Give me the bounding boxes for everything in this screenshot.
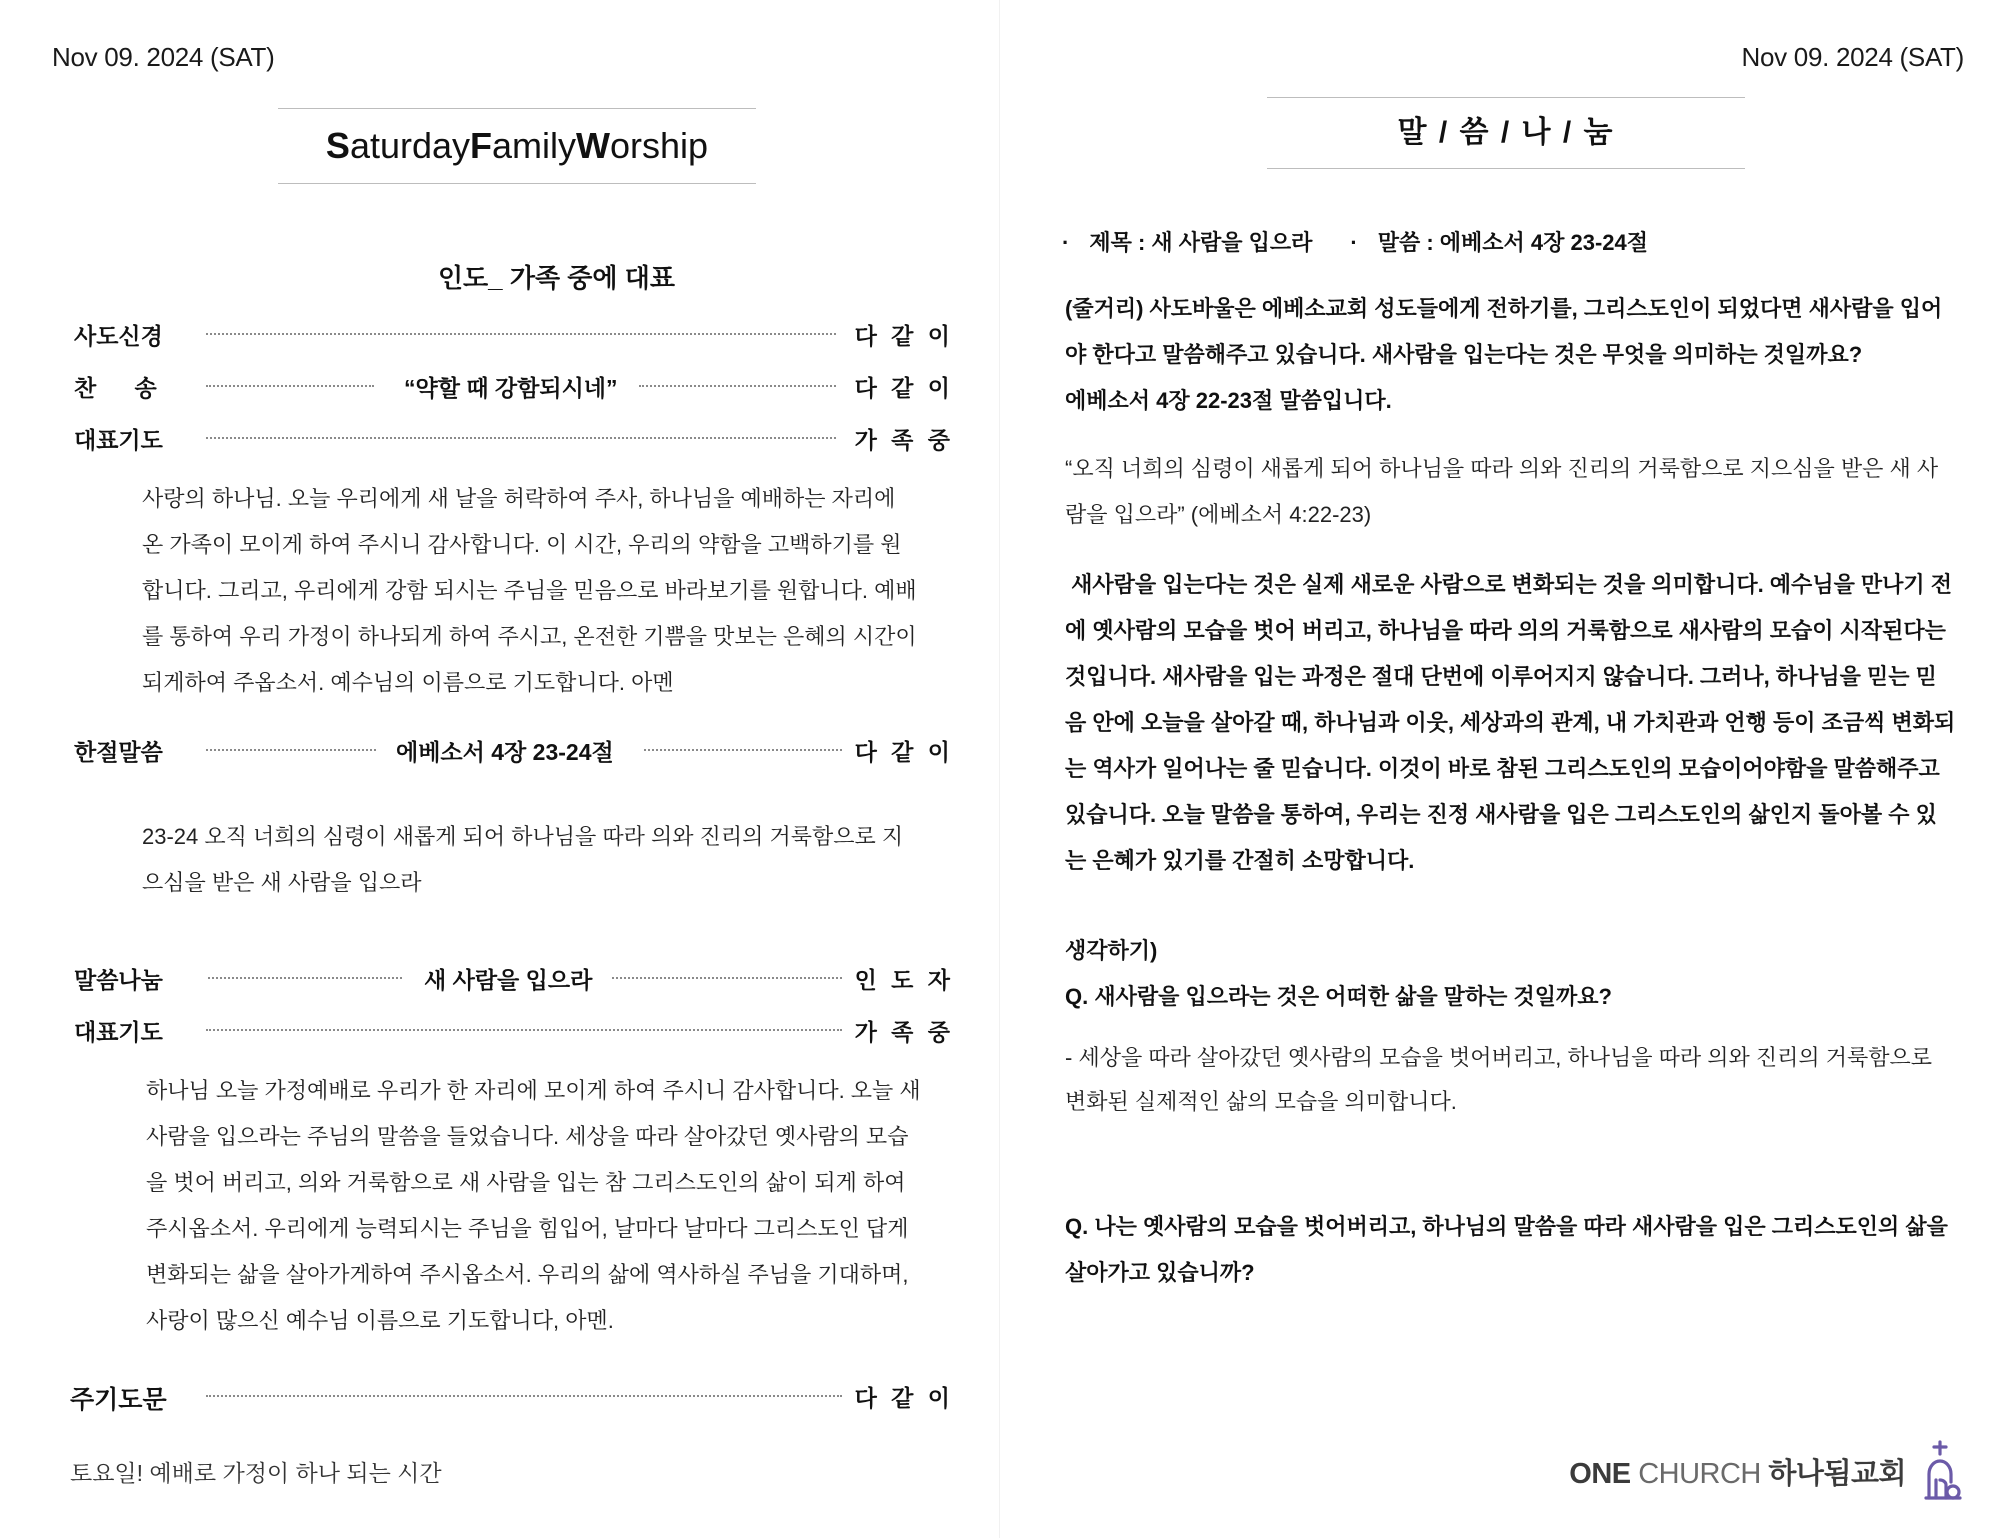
church-logo-text: ONE CHURCH 하나됨교회 — [1569, 1457, 1906, 1490]
sermon-scripture: 말씀 : 에베소서 4장 23-24절 — [1377, 230, 1648, 255]
answer-1: - 세상을 따라 살아갔던 옛사람의 모습을 벗어버리고, 하나님을 따라 의와 진리의 거룩함으로 변화된 실제적인 삶의 모습을 의미합니다. — [1065, 1045, 1933, 1114]
left-date: Nov 09. 2024 (SAT) — [52, 42, 275, 72]
sermon-info — [1062, 226, 1648, 257]
dot-leader — [208, 977, 402, 979]
verse-reference: 에베소서 4장 23-24절 — [396, 739, 614, 765]
dot-leader — [206, 333, 836, 335]
row-creed — [74, 318, 954, 354]
row-prayer1 — [74, 422, 954, 458]
dot-leader — [206, 1395, 842, 1397]
row-prayer2 — [74, 1014, 954, 1050]
scripture-quote: “오직 너희의 심령이 새롭게 되어 하나님을 따라 의와 진리의 거룩함으로 지으심을 받은 새 사람을 입으라” (에베소서 4:22-23) — [1065, 456, 1939, 527]
worship-title — [278, 108, 756, 184]
dot-leader — [644, 749, 842, 751]
dot-leader — [206, 1029, 842, 1031]
row-label: 한절말씀 — [74, 739, 163, 765]
dot-leader — [206, 437, 836, 439]
summary-line: (줄거리) 사도바울은 에베소교회 성도들에게 전하기를, 그리스도인이 되었다면 새사람을 입어야 한다고 말씀해주고 있습니다. 새사람을 입는다는 것은 무엇을 의미하는 것일까요? — [1065, 296, 1943, 367]
bullet: · — [1062, 230, 1070, 255]
row-value: 다 같 이 — [854, 323, 954, 349]
sermon-title: 새 사람을 입으라 — [424, 967, 593, 993]
row-value: 다 같 이 — [854, 739, 954, 765]
question-2: Q. 나는 옛사람의 모습을 벗어버리고, 하나님의 말씀을 따라 새사람을 입은 그리스도인의 삶을 살아가고 있습니까? — [1065, 1214, 1948, 1285]
row-value: 인 도 자 — [854, 967, 954, 993]
summary-reference: 에베소서 4장 22-23절 말씀입니다. — [1065, 388, 1392, 413]
closing-prayer-text: 하나님 오늘 가정예배로 우리가 한 자리에 모이게 하여 주시니 감사합니다. 오늘 새 사람을 입으라는 주님의 말씀을 들었습니다. 세상을 따라 살아갔던 옛사람의 모습을 벗어 버리고, 의와 거룩함으로 새 사람을 입는 참 그리스도인의 삶이 되게 하여 주시옵소서. 우리에게 능력되시는 주님을 힘입어, 날마다 날마다 그리스도인 답게 변화되는 삶을 살아가게하여 주시옵소서. 우리의 삶에 역사하실 주님을 기대하며, 사랑이 많으신 예수님 이름으로 기도합니다, 아멘. — [146, 1078, 921, 1333]
dot-leader — [206, 749, 376, 751]
row-value: 다 같 이 — [854, 1385, 954, 1411]
row-label: 대표기도 — [74, 427, 163, 453]
row-lords-prayer — [70, 1380, 954, 1416]
verse-text: 23-24 오직 너희의 심령이 새롭게 되어 하나님을 따라 의와 진리의 거룩함으로 지으심을 받은 새 사람을 입으라 — [142, 824, 904, 895]
dot-leader — [639, 385, 836, 387]
sharing-title-text: 말 / 씀 / 나 / 눔 — [1397, 116, 1615, 149]
row-value: 가 족 중 — [854, 1019, 954, 1045]
row-verse — [74, 734, 954, 770]
worship-title-text: SaturdayFamilyWorship — [325, 125, 709, 166]
right-page — [1000, 0, 1998, 1538]
bullet: · — [1350, 230, 1358, 255]
sharing-title — [1267, 97, 1745, 169]
hymn-title: “약할 때 강함되시네” — [404, 375, 618, 401]
church-cross-icon — [1920, 1440, 1964, 1502]
row-sermon — [74, 962, 954, 998]
right-date: Nov 09. 2024 (SAT) — [1741, 42, 1964, 72]
church-logo — [1569, 1440, 1964, 1502]
think-label: 생각하기) — [1065, 938, 1158, 963]
row-value: 가 족 중 — [854, 427, 954, 453]
row-label: 대표기도 — [74, 1019, 163, 1045]
row-value: 다 같 이 — [854, 375, 954, 401]
sermon-body: 새사람을 입는다는 것은 실제 새로운 사람으로 변화되는 것을 의미합니다. 예수님을 만나기 전에 옛사람의 모습을 벗어 버리고, 하나님을 따라 의의 거룩함으로 새사람의 모습이 시작된다는 것입니다. 새사람을 입는 과정은 절대 단번에 이루어지지 않습니다. 그러나, 하나님을 믿는 믿음 안에 오늘을 살아갈 때, 하나님과 이웃, 세상과의 관계, 내 가치관과 언행 등이 조금씩 변화되는 역사가 일어나는 줄 믿습니다. 이것이 바로 참된 그리스도인의 모습이어야함을 말씀해주고 있습니다. 오늘 말씀을 통하여, 우리는 진정 새사람을 입은 그리스도인의 삶인지 돌아볼 수 있는 은혜가 있기를 간절히 소망합니다. — [1065, 572, 1956, 873]
row-label: 사도신경 — [74, 323, 163, 349]
row-label: 말씀나눔 — [74, 967, 163, 993]
sermon-topic: 제목 : 새 사람을 입으라 — [1089, 230, 1313, 255]
dot-leader — [612, 977, 842, 979]
row-label: 찬 송 — [74, 375, 157, 401]
row-label: 주기도문 — [70, 1386, 167, 1414]
summary — [1065, 286, 1957, 424]
opening-prayer-text: 사랑의 하나님. 오늘 우리에게 새 날을 허락하여 주사, 하나님을 예배하는 자리에 온 가족이 모이게 하여 주시니 감사합니다. 이 시간, 우리의 약함을 고백하기를 원합니다. 그리고, 우리에게 강함 되시는 주님을 믿음으로 바라보기를 원합니다. 예배를 통하여 우리 가정이 하나되게 하여 주시고, 온전한 기쁨을 맛보는 은혜의 시간이 되게하여 주옵소서. 예수님의 이름으로 기도합니다. 아멘 — [142, 486, 917, 695]
row-hymn — [74, 370, 954, 406]
leader-line: 인도_ 가족 중에 대표 — [437, 263, 675, 293]
dot-leader — [206, 385, 374, 387]
footer-tagline: 토요일! 예배로 가정이 하나 되는 시간 — [70, 1460, 442, 1486]
question-1: Q. 새사람을 입으라는 것은 어떠한 삶을 말하는 것일까요? — [1065, 984, 1612, 1009]
